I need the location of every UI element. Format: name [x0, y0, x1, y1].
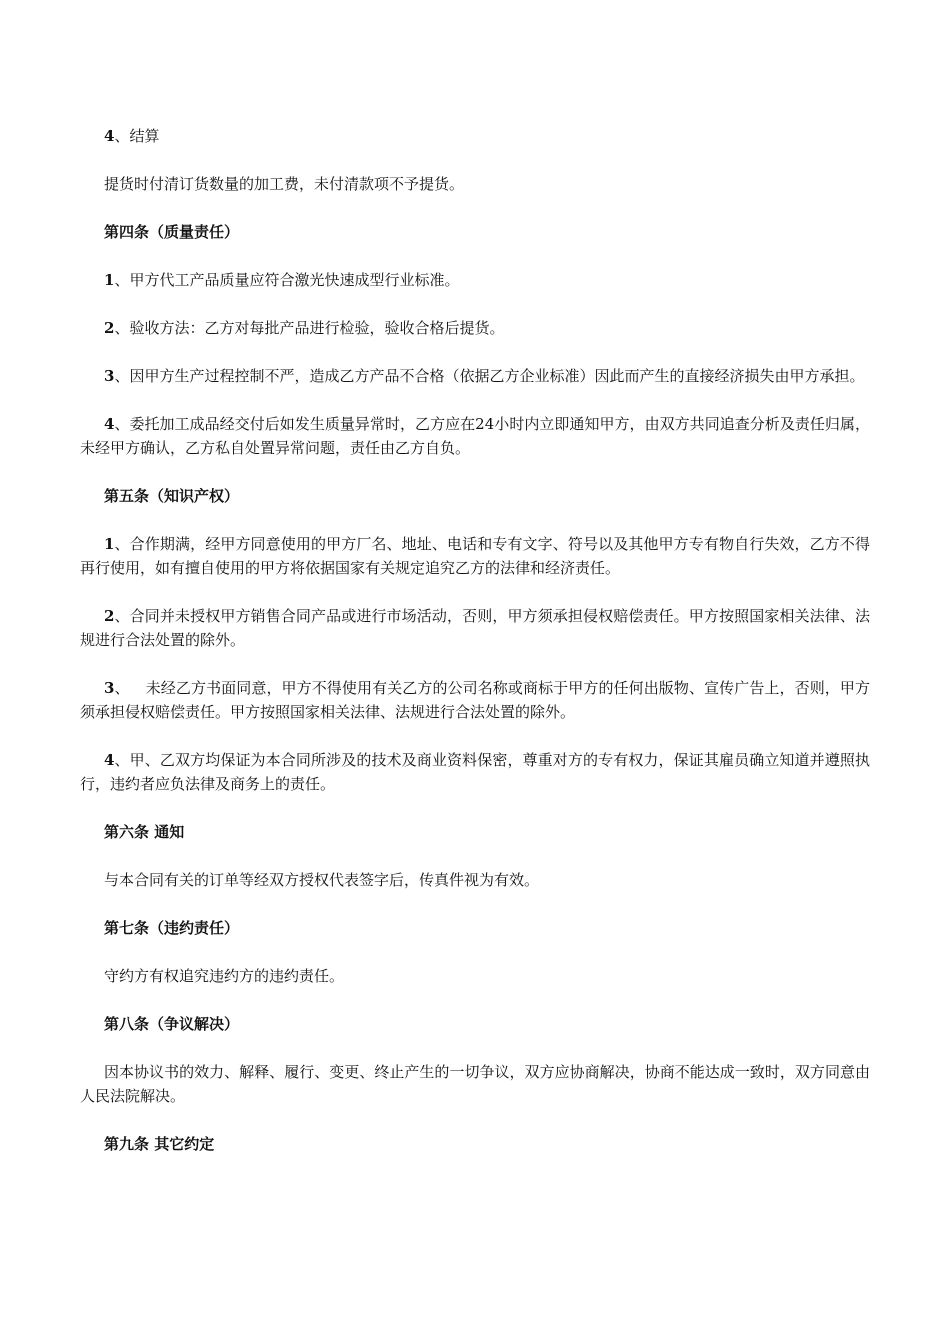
numbered-clause — [80, 124, 870, 148]
clause-number: 2 — [104, 319, 115, 337]
body-paragraph: 提货时付清订货数量的加工费，未付清款项不予提货。 — [104, 175, 465, 193]
section-heading: 第四条（质量责任） — [104, 223, 240, 241]
clause-number: 1 — [104, 535, 115, 553]
clause-number: 3 — [104, 367, 115, 385]
clause-separator: 、 — [114, 607, 130, 625]
numbered-clause — [80, 412, 870, 460]
numbered-clause — [80, 268, 870, 292]
section-heading: 第五条（知识产权） — [104, 487, 240, 505]
clause-separator: 、 — [114, 367, 130, 385]
section-heading: 第九条 其它约定 — [104, 1135, 215, 1153]
clause-separator: 、 — [114, 127, 130, 145]
clause-text: 甲方代工产品质量应符合激光快速成型行业标准。 — [129, 271, 460, 289]
clause-separator: 、 — [114, 415, 130, 433]
clause-separator: 、 — [114, 319, 130, 337]
numbered-clause — [80, 532, 870, 580]
section-heading: 第八条（争议解决） — [104, 1015, 240, 1033]
body-paragraph: 守约方有权追究违约方的违约责任。 — [104, 967, 345, 985]
clause-separator: 、 — [114, 535, 130, 553]
clause-text: 未经乙方书面同意，甲方不得使用有关乙方的公司名称或商标于甲方的任何出版物、宣传广告上，否则，甲方须承担侵权赔偿责任。甲方按照国家相关法律、法规进行合法处置的除外。 — [80, 679, 870, 721]
clause-number: 4 — [104, 127, 115, 145]
body-paragraph: 与本合同有关的订单等经双方授权代表签字后，传真件视为有效。 — [104, 871, 540, 889]
numbered-clause — [80, 748, 870, 796]
numbered-clause — [80, 364, 870, 388]
numbered-clause — [80, 316, 870, 340]
clause-separator: 、 — [114, 271, 130, 289]
clause-text: 因甲方生产过程控制不严，造成乙方产品不合格（依据乙方企业标准）因此而产生的直接经济损失由甲方承担。 — [129, 367, 865, 385]
clause-number: 3 — [104, 679, 115, 697]
clause-text: 甲、乙双方均保证为本合同所涉及的技术及商业资料保密，尊重对方的专有权力，保证其雇员确立知道并遵照执行，违约者应负法律及商务上的责任。 — [80, 751, 870, 793]
document-body — [80, 124, 870, 1180]
section-heading: 第七条（违约责任） — [104, 919, 240, 937]
clause-text: 合同并未授权甲方销售合同产品或进行市场活动，否则，甲方须承担侵权赔偿责任。甲方按照国家相关法律、法规进行合法处置的除外。 — [80, 607, 870, 649]
clause-text: 合作期满，经甲方同意使用的甲方厂名、地址、电话和专有文字、符号以及其他甲方专有物自行失效，乙方不得再行使用，如有擅自使用的甲方将依据国家有关规定追究乙方的法律和经济责任。 — [80, 535, 870, 577]
numbered-clause — [80, 676, 870, 724]
body-paragraph: 因本协议书的效力、解释、履行、变更、终止产生的一切争议，双方应协商解决，协商不能达成一致时，双方同意由人民法院解决。 — [80, 1063, 870, 1105]
clause-text: 委托加工成品经交付后如发生质量异常时，乙方应在24小时内立即通知甲方，由双方共同追查分析及责任归属，未经甲方确认，乙方私自处置异常问题，责任由乙方自负。 — [80, 415, 870, 457]
clause-text: 验收方法：乙方对每批产品进行检验，验收合格后提货。 — [129, 319, 505, 337]
clause-number: 2 — [104, 607, 115, 625]
clause-separator: 、 — [114, 679, 130, 697]
clause-number: 4 — [104, 415, 115, 433]
section-heading: 第六条 通知 — [104, 823, 185, 841]
numbered-clause — [80, 604, 870, 652]
clause-number: 1 — [104, 271, 115, 289]
clause-text: 结算 — [129, 127, 160, 145]
clause-number: 4 — [104, 751, 115, 769]
clause-separator: 、 — [114, 751, 130, 769]
